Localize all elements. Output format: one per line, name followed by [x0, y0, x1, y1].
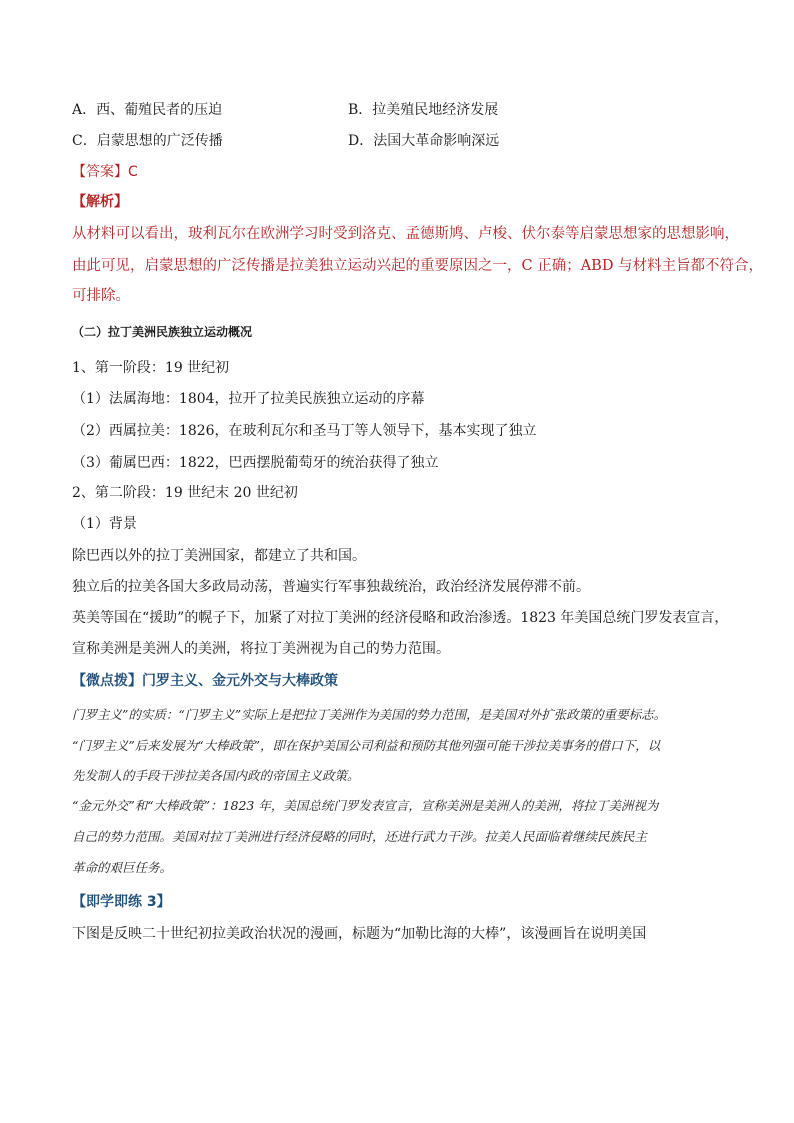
- body-line-2: （1）法属海地：1804，拉开了拉美民族独立运动的序幕: [72, 391, 425, 407]
- body-line-9: 英美等国在“援助”的幌子下，加紧了对拉丁美洲的经济侵略和政治渗透。1823 年美国总统门罗发表宣言，: [72, 610, 729, 626]
- body-line-1: 1、第一阶段：19 世纪初: [72, 360, 230, 376]
- section-title: （二）拉丁美洲民族独立运动概况: [72, 325, 253, 339]
- body-line-7: 除巴西以外的拉丁美洲国家，都建立了共和国。: [72, 548, 366, 564]
- analysis-title: 【解析】: [72, 194, 128, 210]
- tip-line-2: “门罗主义”后来发展为“大棒政策”，即在保护美国公司利益和预防其他列强可能干涉拉美事务的借口下，以: [72, 738, 661, 753]
- tip-title: 【微点拨】门罗主义、金元外交与大棒政策: [72, 673, 338, 689]
- option-d: D．法国大革命影响深远: [348, 133, 500, 149]
- analysis-line-1: 从材料可以看出，玻利瓦尔在欧洲学习时受到洛克、孟德斯鸠、卢梭、伏尔泰等启蒙思想家的思想影响，: [72, 226, 739, 242]
- option-b: B．拉美殖民地经济发展: [348, 102, 499, 118]
- option-c: C．启蒙思想的广泛传播: [72, 133, 223, 149]
- option-a: A．西、葡殖民者的压迫: [72, 102, 223, 118]
- practice-title: 【即学即练 3】: [72, 894, 171, 910]
- practice-text: 下图是反映二十世纪初拉美政治状况的漫画，标题为“加勒比海的大棒”，该漫画旨在说明美国: [72, 926, 647, 942]
- body-line-10: 宣称美洲是美洲人的美洲，将拉丁美洲视为自己的势力范围。: [72, 641, 450, 657]
- options-row-1: [72, 100, 498, 120]
- tip-line-1: 门罗主义”的实质：“门罗主义”实际上是把拉丁美洲作为美国的势力范围，是美国对外扩张政策的重要标志。: [72, 707, 667, 722]
- answer: 【答案】C: [72, 164, 138, 180]
- analysis-line-3: 可排除。: [72, 288, 130, 304]
- body-line-6: （1）背景: [72, 516, 137, 532]
- tip-line-4: “金元外交”和“大棒政策”：1823 年，美国总统门罗发表宣言，宣称美洲是美洲人的美洲，将拉丁美洲视为: [72, 798, 659, 813]
- body-line-5: 2、第二阶段：19 世纪末 20 世纪初: [72, 485, 298, 501]
- body-line-8: 独立后的拉美各国大多政局动荡，普遍实行军事独裁统治，政治经济发展停滞不前。: [72, 579, 590, 595]
- body-line-4: （3）葡属巴西：1822，巴西摆脱葡萄牙的统治获得了独立: [72, 455, 439, 471]
- tip-line-3: 先发制人的手段干涉拉美各国内政的帝国主义政策。: [72, 768, 360, 783]
- tip-line-5: 自己的势力范围。美国对拉丁美洲进行经济侵略的同时，还进行武力干涉。拉美人民面临着继续民族民主: [72, 829, 648, 844]
- analysis-line-2: 由此可见，启蒙思想的广泛传播是拉美独立运动兴起的重要原因之一，C 正确；ABD 与材料主旨都不符合，: [72, 258, 764, 274]
- body-line-3: （2）西属拉美：1826，在玻利瓦尔和圣马丁等人领导下，基本实现了独立: [72, 423, 537, 439]
- options-row-2: [72, 131, 499, 151]
- tip-line-6: 革命的艰巨任务。: [72, 860, 173, 875]
